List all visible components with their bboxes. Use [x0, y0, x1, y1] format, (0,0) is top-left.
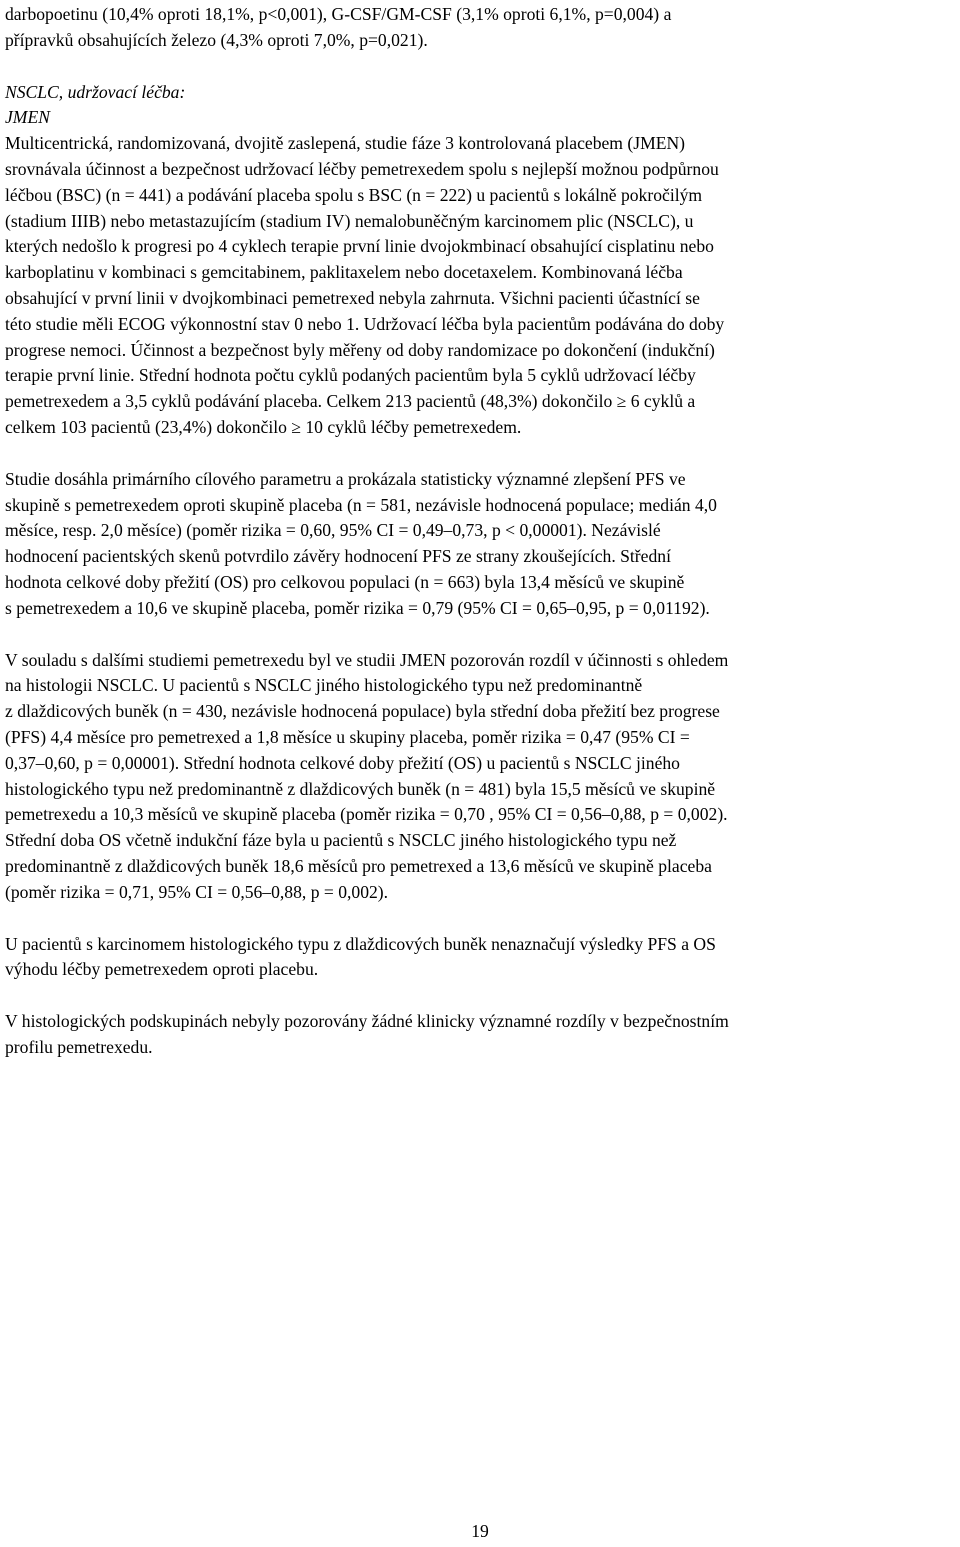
text-line: V souladu s dalšími studiemi pemetrexedu byl ve studii JMEN pozorován rozdíl v účinnosti s ohledem	[5, 649, 729, 670]
text-line: srovnávala účinnost a bezpečnost udržovací léčby pemetrexedem spolu s nejlepší možnou podpůrnou	[5, 158, 719, 179]
text-line: karboplatinu v kombinaci s gemcitabinem, paklitaxelem nebo docetaxelem. Kombinovaná léčba	[5, 262, 683, 283]
text-line: přípravků obsahujících železo (4,3% oproti 7,0%, p=0,021).	[5, 29, 428, 50]
text-line: léčbou (BSC) (n = 441) a podávání placeba spolu s BSC (n = 222) u pacientů s lokálně pokročilým	[5, 184, 703, 205]
text-line: pemetrexedu a 10,3 měsíců ve skupině placeba (poměr rizika = 0,70 , 95% CI = 0,56–0,88, p = 0,002).	[5, 804, 728, 825]
text-line: 0,37–0,60, p = 0,00001). Střední hodnota celkové doby přežití (OS) u pacientů s NSCLC jiného	[5, 752, 680, 773]
histology-paragraph	[5, 648, 957, 906]
squamous-paragraph	[5, 932, 957, 984]
study-design-paragraph	[5, 131, 957, 441]
text-line: Studie dosáhla primárního cílového parametru a prokázala statisticky významné zlepšení PFS ve	[5, 468, 686, 489]
text-line: skupině s pemetrexedem oproti skupině placeba (n = 581, nezávisle hodnocená populace; medián 4,0	[5, 494, 717, 515]
text-line: s pemetrexedem a 10,6 ve skupině placeba, poměr rizika = 0,79 (95% CI = 0,65–0,95, p = 0,01192).	[5, 597, 710, 618]
text-line: obsahující v první linii v dvojkombinaci pemetrexed nebyla zahrnuta. Všichni pacienti účastnící se	[5, 287, 700, 308]
text-line: progrese nemoci. Účinnost a bezpečnost byly měřeny od doby randomizace po dokončení (indukční)	[5, 339, 715, 360]
text-line: celkem 103 pacientů (23,4%) dokončilo ≥ 10 cyklů léčby pemetrexedem.	[5, 416, 522, 437]
text-line: (PFS) 4,4 měsíce pro pemetrexed a 1,8 měsíce u skupiny placeba, poměr rizika = 0,47 (95% CI =	[5, 726, 690, 747]
text-line: této studie měli ECOG výkonnostní stav 0 nebo 1. Udržovací léčba byla pacientům podávána do doby	[5, 313, 725, 334]
text-line: U pacientů s karcinomem histologického typu z dlaždicových buněk nenaznačují výsledky PFS a OS	[5, 933, 716, 954]
text-line: hodnocení pacientských skenů potvrdilo závěry hodnocení PFS ze strany zkoušejících. Střední	[5, 546, 671, 567]
text-line: V histologických podskupinách nebyly pozorovány žádné klinicky významné rozdíly v bezpečnostním	[5, 1011, 729, 1032]
text-line: na histologii NSCLC. U pacientů s NSCLC jiného histologického typu než predominantně	[5, 675, 643, 696]
text-line: výhodu léčby pemetrexedem oproti placebu.	[5, 959, 319, 980]
text-line: darbopoetinu (10,4% oproti 18,1%, p<0,001), G-CSF/GM-CSF (3,1% oproti 6,1%, p=0,004) a	[5, 4, 672, 24]
intro-paragraph	[5, 2, 957, 54]
text-line: pemetrexedem a 3,5 cyklů podávání placeba. Celkem 213 pacientů (48,3%) dokončilo ≥ 6 cyklů a	[5, 391, 696, 412]
page-number: 19	[471, 1521, 489, 1541]
text-line: profilu pemetrexedu.	[5, 1036, 153, 1057]
paragraph-gap	[5, 983, 957, 1009]
paragraph-gap	[5, 54, 957, 80]
study-heading: JMEN	[5, 107, 50, 128]
text-line: měsíce, resp. 2,0 měsíce) (poměr rizika = 0,60, 95% CI = 0,49–0,73, p < 0,00001). Nezávislé	[5, 520, 661, 541]
text-line: terapie první linie. Střední hodnota počtu cyklů podaných pacientům byla 5 cyklů udržovací léčby	[5, 365, 696, 386]
primary-endpoint-paragraph	[5, 467, 957, 622]
text-line: (poměr rizika = 0,71, 95% CI = 0,56–0,88, p = 0,002).	[5, 881, 389, 902]
paragraph-gap	[5, 441, 957, 467]
text-line: histologického typu než predominantně z dlaždicových buněk (n = 481) byla 15,5 měsíců ve skupině	[5, 778, 716, 799]
text-line: kterých nedošlo k progresi po 4 cyklech terapie první linie dvojokmbinací obsahující cisplatinu nebo	[5, 236, 714, 257]
text-line: hodnota celkové doby přežití (OS) pro celkovou populaci (n = 663) byla 13,4 měsíců ve skupině	[5, 571, 685, 592]
text-line: Multicentrická, randomizovaná, dvojitě zaslepená, studie fáze 3 kontrolovaná placebem (JMEN)	[5, 133, 686, 154]
section-heading: NSCLC, udržovací léčba:	[5, 81, 186, 102]
paragraph-gap	[5, 622, 957, 648]
text-line: (stadium IIIB) nebo metastazujícím (stadium IV) nemalobuněčným karcinomem plic (NSCLC), u	[5, 210, 694, 231]
document-page	[5, 2, 957, 1061]
paragraph-gap	[5, 906, 957, 932]
safety-paragraph	[5, 1009, 957, 1061]
text-line: Střední doba OS včetně indukční fáze byla u pacientů s NSCLC jiného histologického typu než	[5, 830, 677, 851]
text-line: predominantně z dlaždicových buněk 18,6 měsíců pro pemetrexed a 13,6 měsíců ve skupině placeba	[5, 855, 712, 876]
text-line: z dlaždicových buněk (n = 430, nezávisle hodnocená populace) byla střední doba přežití bez progrese	[5, 701, 720, 722]
